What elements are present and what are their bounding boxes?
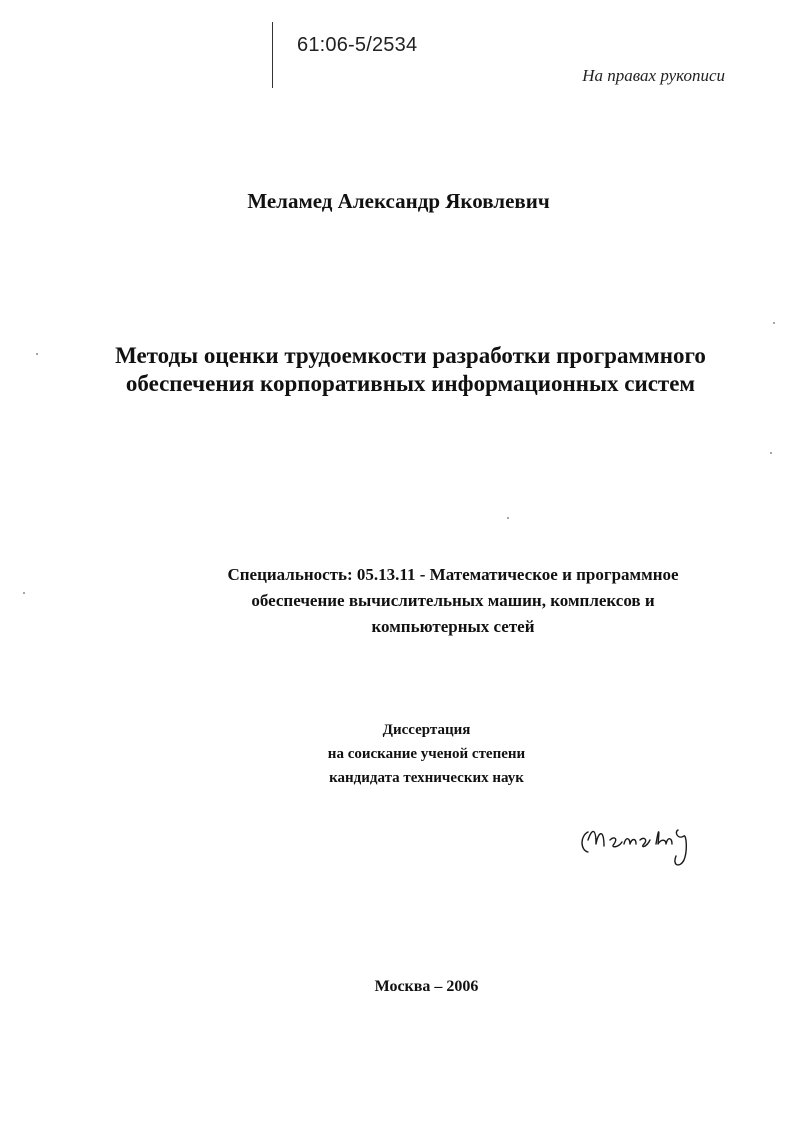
scan-speck <box>773 322 775 324</box>
degree-line-3: кандидата технических наук <box>329 770 524 786</box>
rights-notice: На правах рукописи <box>582 66 725 85</box>
dissertation-title <box>0 342 797 398</box>
specialty-line-1: Специальность: 05.13.11 - Математическое и программное <box>227 565 679 584</box>
scan-speck <box>23 592 25 594</box>
city-year: Москва – 2006 <box>374 978 479 995</box>
specialty-line-2: обеспечение вычислительных машин, комплексов и <box>251 591 655 610</box>
scan-speck <box>507 517 509 519</box>
handwritten-signature-icon <box>574 810 704 874</box>
author-name: Меламед Александр Яковлевич <box>247 189 550 213</box>
degree-line-1: Диссертация <box>382 722 471 738</box>
title-line-2: обеспечения корпоративных информационных систем <box>125 371 696 396</box>
scan-speck <box>36 353 38 355</box>
degree-block <box>0 718 797 790</box>
margin-rule <box>272 22 273 88</box>
title-line-1: Методы оценки трудоемкости разработки программного <box>115 343 706 368</box>
specialty-block <box>176 562 730 640</box>
specialty-line-3: компьютерных сетей <box>371 617 535 636</box>
scan-speck <box>770 452 772 454</box>
catalog-stamp-code: 61:06-5/2534 <box>297 34 418 56</box>
degree-line-2: на соискание ученой степени <box>327 746 526 762</box>
